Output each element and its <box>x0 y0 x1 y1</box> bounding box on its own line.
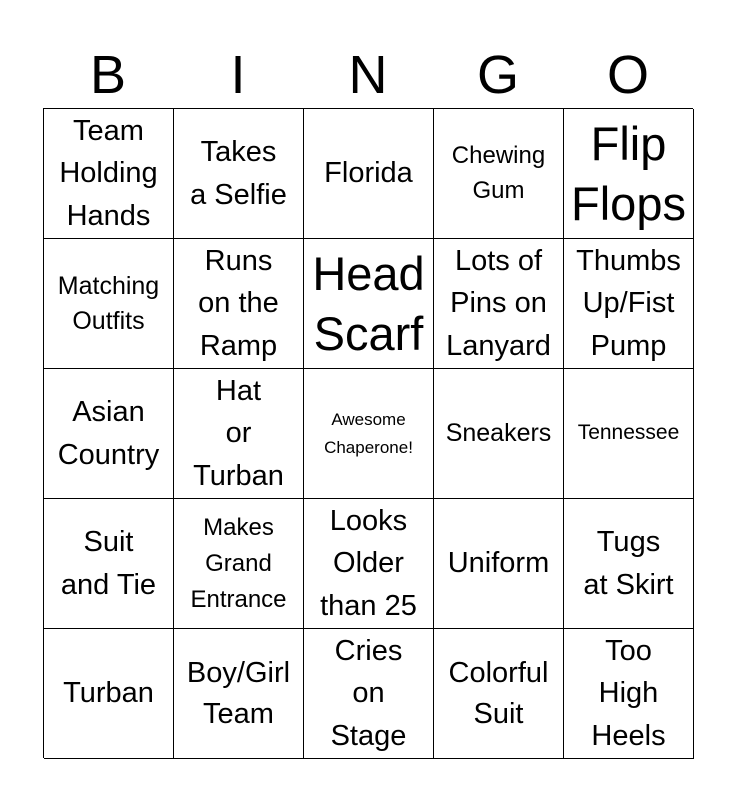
cell-text: Tugs at Skirt <box>583 526 674 601</box>
bingo-cell[interactable] <box>434 499 564 629</box>
cell-text: Sneakers <box>445 419 552 448</box>
bingo-cell[interactable] <box>174 109 304 239</box>
cell-text: Thumbs Up/Fist Pump <box>576 245 681 362</box>
bingo-cell[interactable] <box>434 629 564 759</box>
bingo-cell[interactable] <box>174 239 304 369</box>
cell-text: Florida <box>324 157 413 190</box>
cell-text: Takes a Selfie <box>190 136 287 211</box>
cell-text: Runs on the Ramp <box>198 245 279 362</box>
cell-text: Matching Outfits <box>57 272 160 335</box>
bingo-cell[interactable] <box>304 629 434 759</box>
bingo-cell[interactable] <box>434 109 564 239</box>
cell-text: Colorful Suit <box>448 656 549 730</box>
cell-text: Team Holding Hands <box>59 115 158 232</box>
cell-text: Awesome Chaperone! <box>324 410 413 457</box>
bingo-cell[interactable] <box>564 239 694 369</box>
bingo-cell[interactable] <box>44 369 174 499</box>
cell-text: Flip Flops <box>571 117 686 230</box>
header-letter-b: B <box>89 45 127 105</box>
cell-text: Hat or Turban <box>193 375 284 492</box>
header-letter-o: O <box>606 45 649 105</box>
bingo-cell[interactable] <box>564 109 694 239</box>
cell-text: Too High Heels <box>591 635 666 752</box>
bingo-cell[interactable] <box>174 499 304 629</box>
bingo-cell[interactable] <box>564 629 694 759</box>
bingo-cell[interactable] <box>44 499 174 629</box>
cell-text: Makes Grand Entrance <box>190 513 287 613</box>
cell-text: Looks Older than 25 <box>320 505 417 622</box>
bingo-cell[interactable] <box>564 369 694 499</box>
cell-text: Uniform <box>447 547 550 580</box>
bingo-cell[interactable] <box>434 369 564 499</box>
cell-text: Turban <box>63 677 154 710</box>
bingo-cell[interactable] <box>44 109 174 239</box>
bingo-cell[interactable] <box>174 369 304 499</box>
bingo-cell[interactable] <box>304 239 434 369</box>
bingo-cell[interactable] <box>564 499 694 629</box>
header-letter-i: I <box>230 45 246 105</box>
cell-text: Lots of Pins on Lanyard <box>446 245 551 362</box>
bingo-cell[interactable] <box>44 239 174 369</box>
bingo-cell[interactable] <box>174 629 304 759</box>
bingo-cell[interactable] <box>304 109 434 239</box>
bingo-cell[interactable] <box>44 629 174 759</box>
cell-text: Cries on Stage <box>330 635 407 752</box>
bingo-board <box>43 108 693 758</box>
header-letter-g: G <box>476 45 519 105</box>
cell-text: Suit and Tie <box>60 526 157 601</box>
bingo-cell[interactable] <box>304 499 434 629</box>
cell-text: Asian Country <box>57 396 160 471</box>
cell-text: Tennessee <box>577 421 680 445</box>
bingo-cell[interactable] <box>304 369 434 499</box>
cell-text: Chewing Gum <box>451 141 546 204</box>
cell-text: Boy/Girl Team <box>186 657 291 730</box>
bingo-header <box>43 40 693 108</box>
cell-text: Head Scarf <box>312 247 425 360</box>
header-letter-n: N <box>348 45 388 105</box>
bingo-cell[interactable] <box>434 239 564 369</box>
